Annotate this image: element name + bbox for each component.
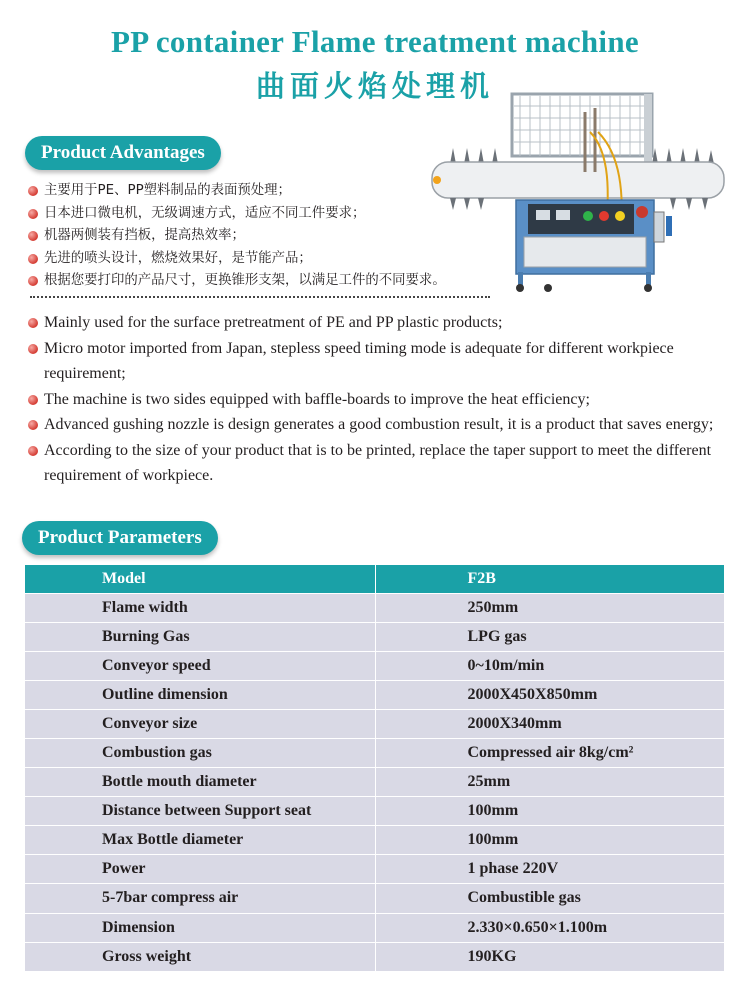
parameters-table (25, 565, 725, 972)
header-cell: F2B (375, 565, 725, 593)
product-advantages-label: Product Advantages (25, 136, 221, 170)
list-item: 根据您要打印的产品尺寸，更换锥形支架，以满足工件的不同要求。 (28, 270, 498, 293)
bullet-icon (28, 209, 38, 219)
dotted-divider (30, 296, 490, 298)
table-row: 5-7bar compress air Combustible gas (25, 884, 725, 913)
bullet-icon (28, 276, 38, 286)
table-row: Distance between Support seat 100mm (25, 797, 725, 826)
bullet-icon (28, 318, 38, 328)
list-item: According to the size of your product that is to be printed, replace the taper support to meet the different requirement of workpiece. (28, 438, 728, 489)
table-row: Conveyor size 2000X340mm (25, 709, 725, 738)
list-item: 先进的喷头设计，燃烧效果好，是节能产品； (28, 248, 498, 271)
bullet-icon (28, 344, 38, 354)
table-row: Dimension 2.330×0.650×1.100m (25, 913, 725, 942)
machine-photo (420, 92, 732, 294)
bullet-icon (28, 446, 38, 456)
list-item: 机器两侧装有挡板，提高热效率； (28, 225, 498, 248)
bullet-icon (28, 254, 38, 264)
table-row: Combustion gas Compressed air 8kg/cm² (25, 738, 725, 767)
list-item: Micro motor imported from Japan, stepless speed timing mode is adequate for different workpiece requirement; (28, 336, 728, 387)
product-parameters-label: Product Parameters (22, 521, 218, 555)
list-item: Mainly used for the surface pretreatment of PE and PP plastic products; (28, 310, 728, 336)
table-row: Bottle mouth diameter 25mm (25, 768, 725, 797)
bullet-icon (28, 231, 38, 241)
table-header-row (25, 565, 725, 593)
table-row: Gross weight 190KG (25, 942, 725, 971)
advantages-en-list (28, 310, 728, 489)
table-row: Power 1 phase 220V (25, 855, 725, 884)
table-row: Flame width 250mm (25, 593, 725, 622)
bullet-icon (28, 395, 38, 405)
list-item: The machine is two sides equipped with baffle-boards to improve the heat efficiency; (28, 387, 728, 413)
table-row: Max Bottle diameter 100mm (25, 826, 725, 855)
table-row: Outline dimension 2000X450X850mm (25, 680, 725, 709)
list-item: 主要用于PE、PP塑料制品的表面预处理； (28, 180, 498, 203)
list-item: Advanced gushing nozzle is design generates a good combustion result, it is a product that saves energy; (28, 412, 728, 438)
table-row: Burning Gas LPG gas (25, 622, 725, 651)
bullet-icon (28, 186, 38, 196)
bullet-icon (28, 420, 38, 430)
page-title: PP container Flame treatment machine (111, 24, 639, 59)
list-item: 日本进口微电机，无级调速方式，适应不同工件要求； (28, 203, 498, 226)
header-cell: Model (25, 565, 375, 593)
page-subtitle-cn: 曲面火焰处理机 (255, 69, 494, 103)
table-row: Conveyor speed 0~10m/min (25, 651, 725, 680)
